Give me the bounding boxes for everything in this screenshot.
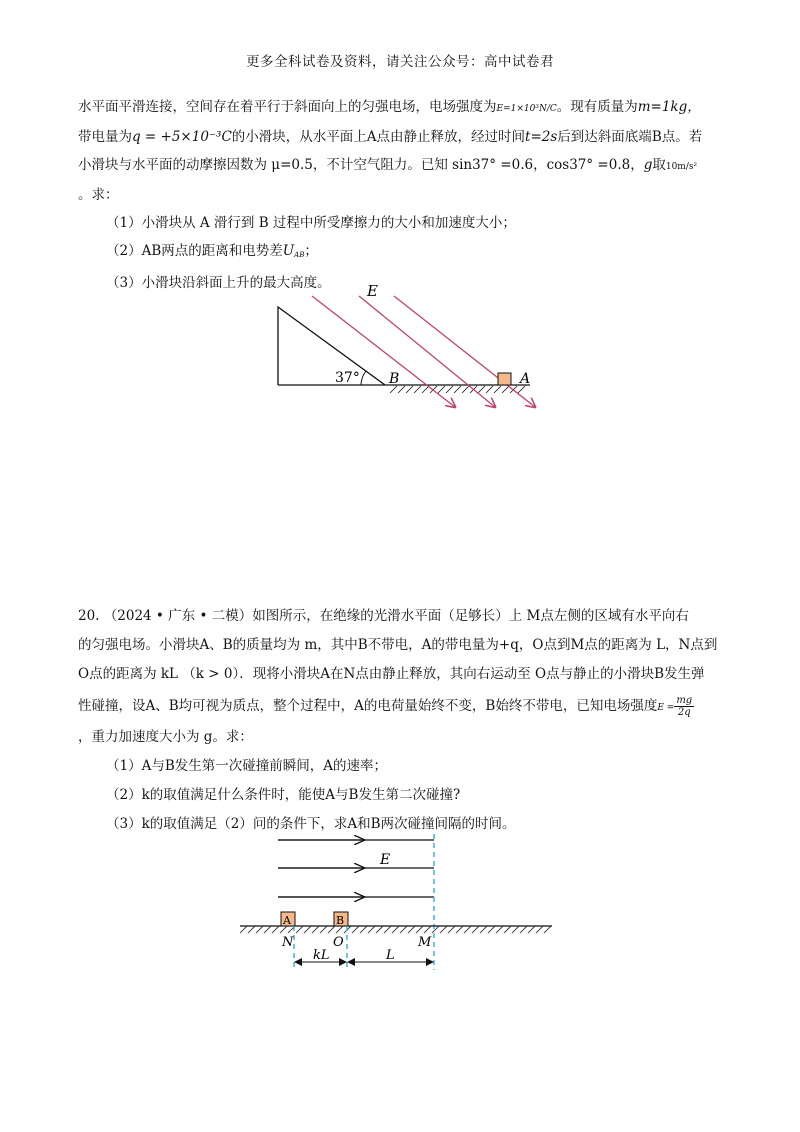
q19-line-3 [78, 151, 728, 181]
q19-line-1 [78, 93, 728, 123]
q19-charge-value: q = +5×10⁻³C [132, 129, 232, 145]
angle-arc [361, 371, 366, 385]
q19-line2-c: A点由静止释放，经过时间 [366, 129, 526, 145]
q19-line-2 [78, 123, 728, 151]
q19-g-symbol: g [643, 157, 653, 173]
q19-potential-symbol: U [282, 243, 295, 259]
q20-line4-a: 性碰撞，设A、B均可视为质点，整个过程中，A的电荷量始终不变，B始终不带电，已知电场强度 [78, 698, 658, 714]
point-label-o: O [333, 935, 344, 950]
q20-line-3: O点的距离为 kL （k > 0）．现将小滑块A在N点由静止释放，其向右运动至 O点与静止的小滑块B发生弹 [78, 666, 705, 682]
point-label-m: M [418, 935, 432, 950]
q20-sub-2: （2）k的取值满足什么条件时，能使A与B发生第二次碰撞? [106, 787, 461, 803]
q19-sub2-b: AB两点的距离和电势差 [141, 243, 283, 259]
q19-time-value: t=2s [525, 129, 558, 145]
q19-line2-b: 的小滑块，从水平面上 [231, 129, 367, 145]
dimension-label-l: L [386, 948, 395, 963]
q19-incline-figure [270, 280, 560, 415]
point-label-b: B [389, 371, 400, 387]
point-label-n: N [282, 935, 294, 950]
angle-label: 37° [335, 370, 360, 386]
q19-line1-a: 水平面平滑连接，空间存在着平行于斜面向上的匀强电场，电场强度为 [78, 99, 497, 115]
q19-sub-3: （3）小滑块沿斜面上升的最大高度。 [106, 275, 331, 291]
field-line-1 [312, 296, 455, 407]
q20-sub-1: （1）A与B发生第一次碰撞前瞬间，A的速率； [106, 758, 388, 774]
q19-potential-subscript: AB [294, 251, 305, 259]
q20-line-4 [78, 689, 728, 723]
fraction-denominator: 2q [677, 707, 691, 718]
block-b-label: B [336, 914, 345, 927]
ground-hatching [390, 386, 525, 393]
q19-sub2-a: （2） [106, 243, 142, 259]
block-a-label: A [283, 914, 291, 927]
block-a [498, 373, 511, 385]
q19-text [78, 93, 728, 297]
q20-field-figure [230, 830, 560, 975]
q20-field-symbol: E = [657, 703, 675, 713]
q20-line-5: ，重力加速度大小为 g。求： [78, 729, 253, 745]
field-line-2 [359, 296, 495, 407]
fraction-numerator: mg [676, 695, 693, 706]
q20-line-1: 20. （2024 • 广东 • 二模）如图所示，在绝缘的光滑水平面（足够长）上 M点左侧的区域有水平向右 [78, 608, 689, 624]
q19-sub-2 [78, 237, 728, 269]
q19-line2-e: B点。若 [651, 129, 703, 145]
q20-sub-3: （3）k的取值满足（2）问的条件下，求A和B两次碰撞间隔的时间。 [106, 816, 516, 832]
ground-hatching [240, 926, 551, 933]
q20-field-fraction [674, 695, 694, 718]
q19-line3-b: 取 [652, 157, 666, 173]
q19-field-value: E=1×10³N/C [496, 104, 557, 114]
q19-mass-value: m=1kg， [637, 99, 701, 115]
q19-line-4: 。求： [78, 187, 119, 203]
q19-sub-1: （1）小滑块从 A 滑行到 B 过程中所受摩擦力的大小和加速度大小； [106, 215, 516, 231]
q19-line3-a: 小滑块与水平面的动摩擦因数为 μ=0.5，不计空气阻力。已知 sin37° =0.6，cos37° =0.8， [78, 157, 644, 173]
q19-sub2-c: ； [304, 243, 318, 259]
q20-text [78, 602, 728, 839]
field-label-e: E [367, 282, 378, 300]
incline-triangle [278, 307, 385, 385]
dimension-label-kl: kL [313, 948, 330, 963]
field-label-e: E [380, 852, 391, 868]
page-header: 更多全科试卷及资料，请关注公众号：高中试卷君 [246, 54, 554, 70]
q19-line1-b: 。现有质量为 [556, 99, 638, 115]
q19-line2-a: 带电量为 [78, 129, 132, 145]
q19-line2-d: 后到达斜面底端 [557, 129, 652, 145]
q20-line-2: 的匀强电场。小滑块A、B的质量均为 m，其中B不带电，A的带电量为+q，O点到M点的距离为 L，N点到 [78, 637, 718, 653]
q19-g-value: 10m/s² [665, 162, 698, 172]
point-label-a: A [520, 371, 531, 387]
